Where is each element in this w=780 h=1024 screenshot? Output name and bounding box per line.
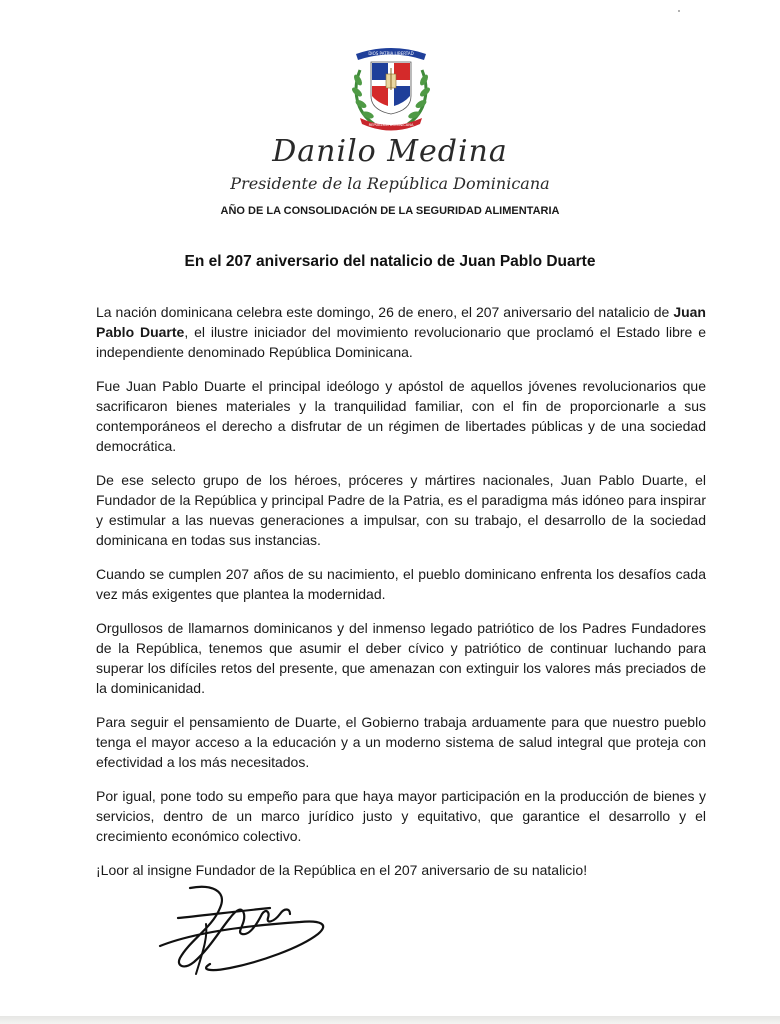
seal-ribbon-bottom: REPUBLICA DOMINICANA [368,123,414,127]
scan-speck [678,10,680,12]
paragraph-4: Cuando se cumplen 207 años de su nacimiento, el pueblo dominicano enfrenta los desafíos cada vez más exigentes que plantea la modernidad. [96,566,706,602]
paragraph-7: Por igual, pone todo su empeño para que haya mayor participación en la producción de bienes y servicios, dentro de un marco jurídico justo y equitativo, que garantice el desarrollo y el crecimiento económico colectivo. [96,788,706,844]
page-bottom-edge [0,1016,780,1024]
bold-name: Juan Pablo Duarte [96,304,706,340]
handwritten-signature [150,878,340,978]
paragraph-6: Para seguir el pensamiento de Duarte, el Gobierno trabaja arduamente para que nuestro pueblo tenga el mayor acceso a la educación y a un moderno sistema de salud integral que proteja con efectividad a los más necesitados. [96,714,706,770]
closing-line: ¡Loor al insigne Fundador de la República en el 207 aniversario de su natalicio! [96,862,588,878]
seal-ribbon-top: DIOS PATRIA LIBERTAD [368,51,414,56]
president-title: Presidente de la República Dominicana [230,174,550,193]
letter-body [96,302,706,894]
paragraph-2: Fue Juan Pablo Duarte el principal ideólogo y apóstol de aquellos jóvenes revolucionarios que sacrificaron bienes materiales y la tranquilidad familiar, con el fin de proporcionarle a sus contemporáneos el derecho a disfrutar de un régimen de libertades públicas y de una sociedad democrática. [96,378,706,454]
paragraph-1: La nación dominicana celebra este domingo, 26 de enero, el 207 aniversario del natalicio de Juan Pablo Duarte, el ilustre iniciador del movimiento revolucionario que proclamó el Estado libre e independiente denominado República Dominicana. [96,304,706,360]
paragraph-3: De ese selecto grupo de los héroes, próceres y mártires nacionales, Juan Pablo Duarte, el Fundador de la República y principal Padre de la Patria, es el paradigma más idóneo para inspirar y estimular a las nuevas generaciones a impulsar, con su trabajo, el desarrollo de la sociedad dominicana en todas sus instancias. [96,472,706,548]
president-name: Danilo Medina [272,134,508,169]
year-motto: AÑO DE LA CONSOLIDACIÓN DE LA SEGURIDAD ALIMENTARIA [220,205,560,217]
coat-of-arms-icon [346,40,436,132]
document-title: En el 207 aniversario del natalicio de Juan Pablo Duarte [184,253,596,270]
paragraph-5: Orgullosos de llamarnos dominicanos y del inmenso legado patriótico de los Padres Fundadores de la República, tenemos que asumir el deber cívico y patriótico de continuar luchando para superar los difíciles retos del presente, que amenazan con extinguir los valores más preciados de la dominicanidad. [96,620,706,696]
